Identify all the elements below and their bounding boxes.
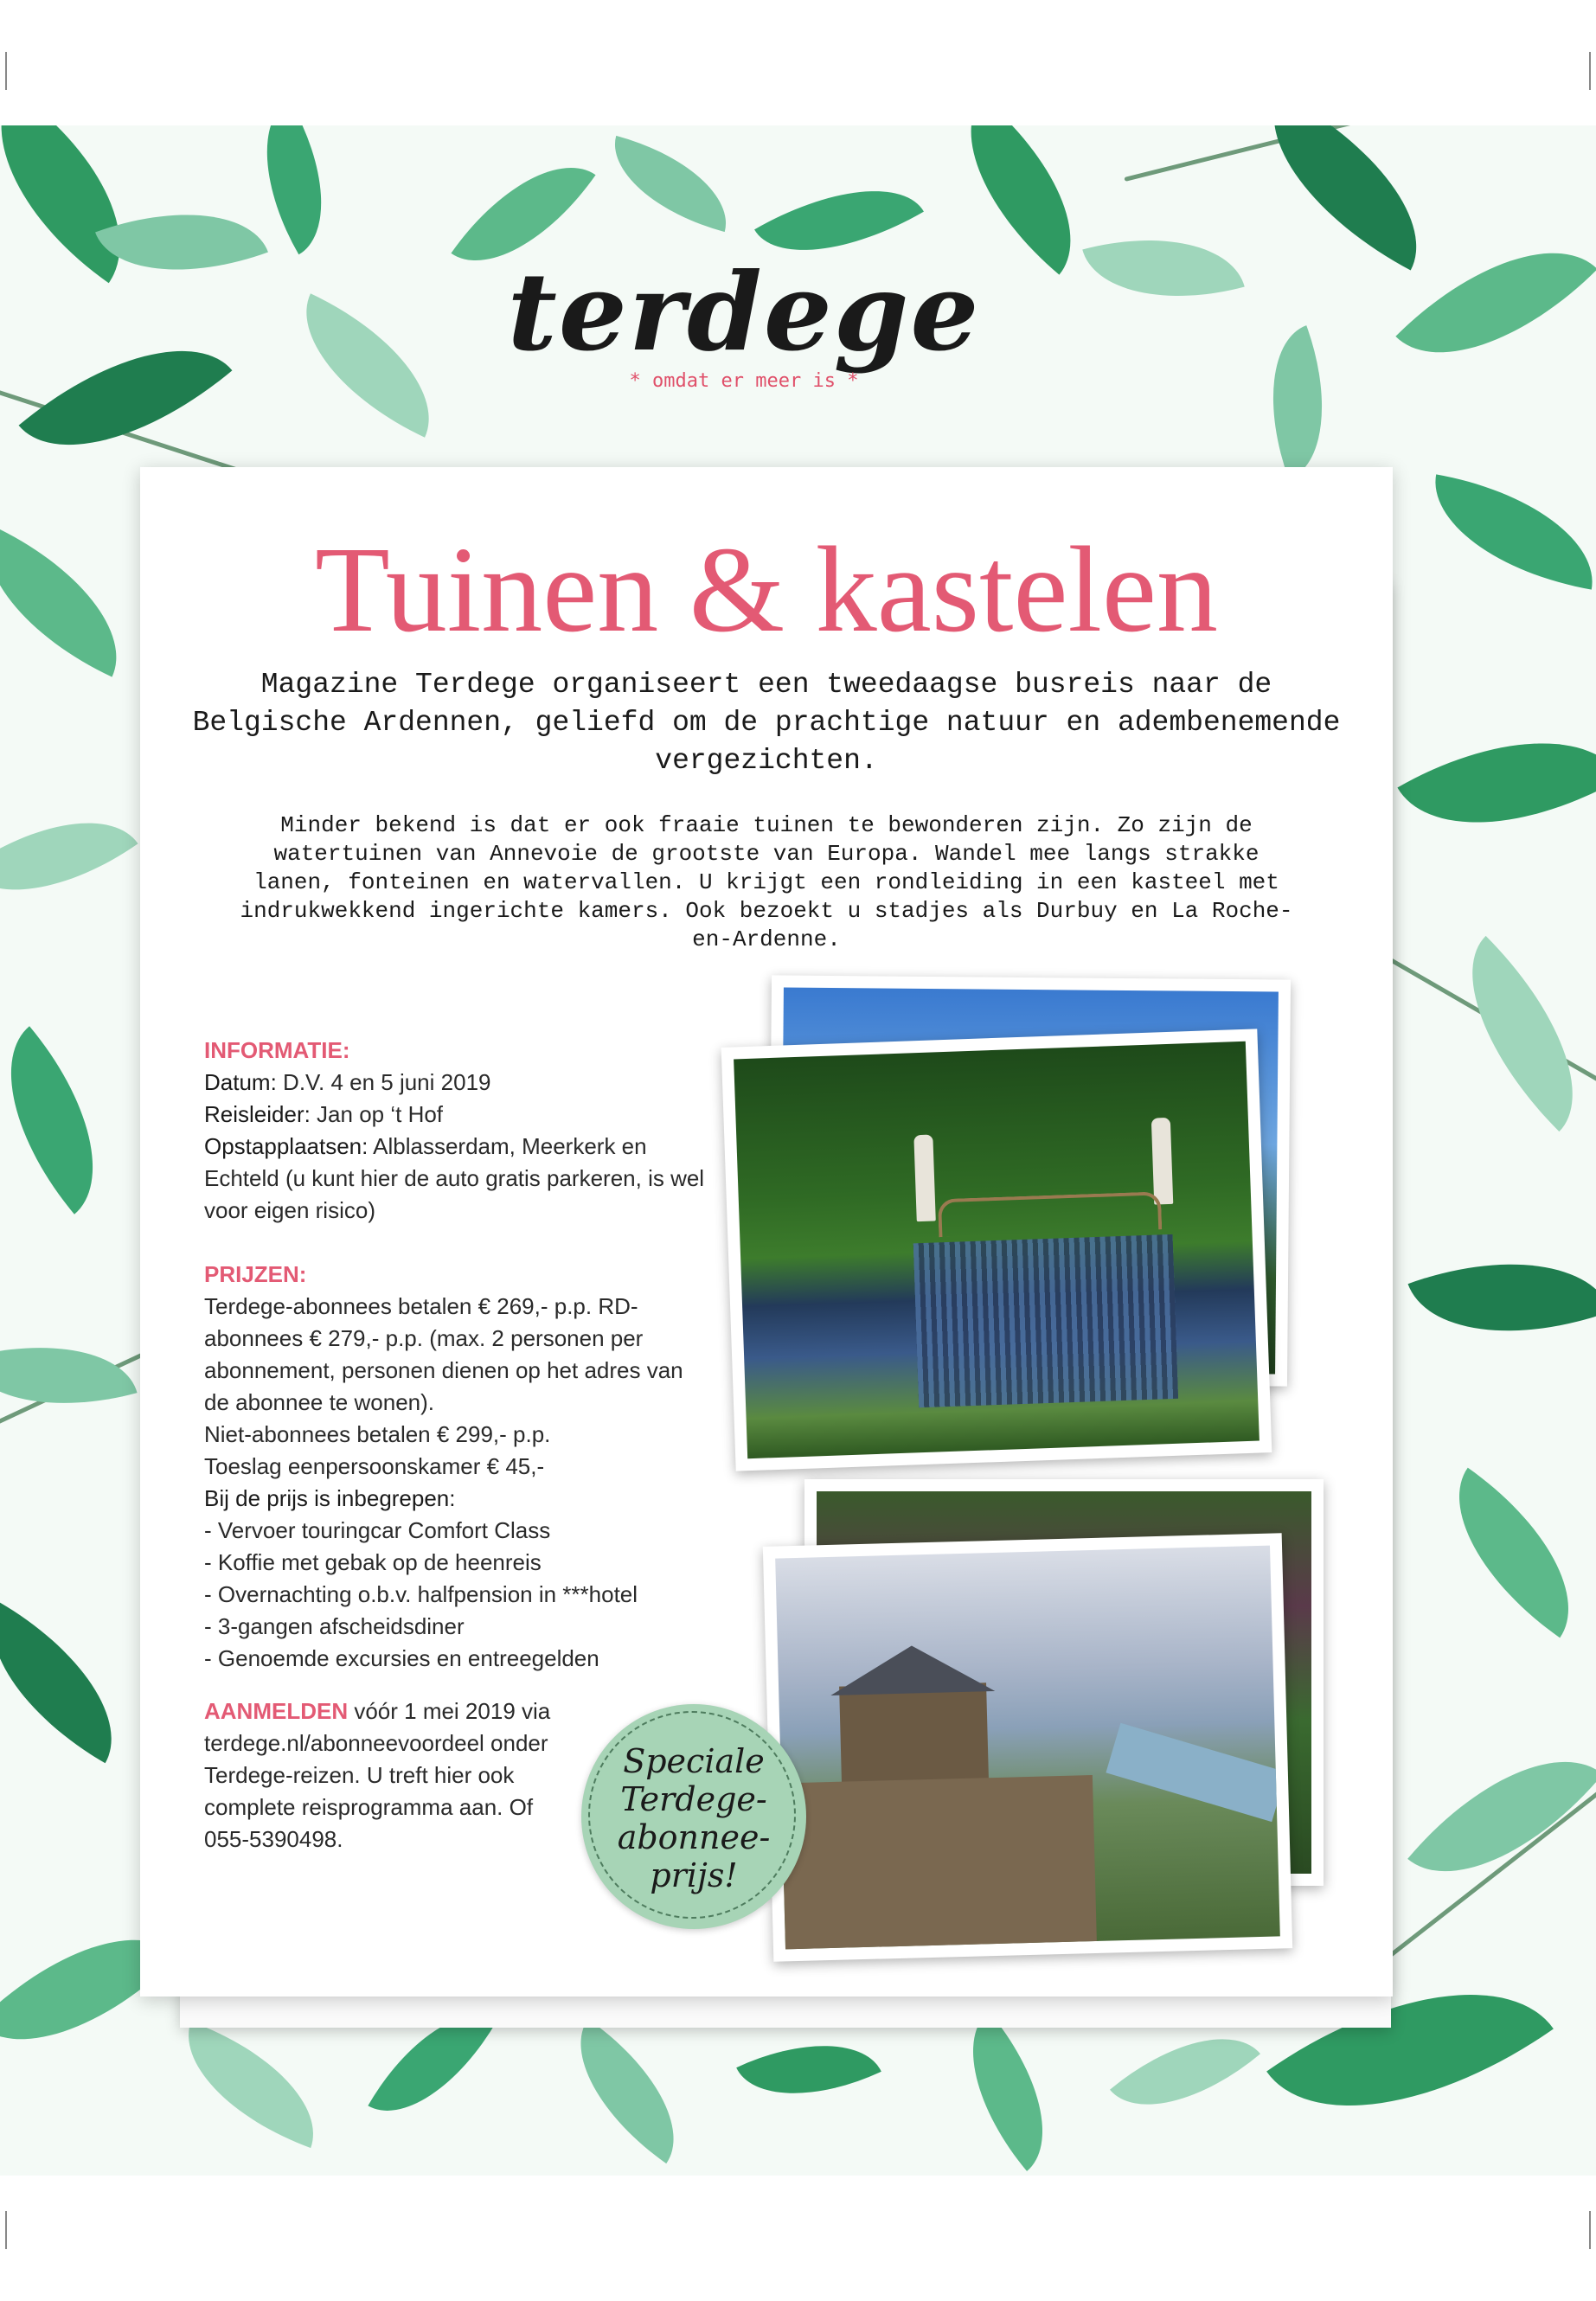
leaf <box>933 2011 1083 2171</box>
photo-castle <box>763 1533 1292 1962</box>
datum-line <box>204 1067 706 1099</box>
informatie-heading: INFORMATIE: <box>204 1037 350 1063</box>
river-valley <box>1106 1723 1279 1822</box>
leaf <box>546 2019 708 2163</box>
crop-mark <box>1589 2211 1591 2249</box>
garden-bridge <box>938 1191 1162 1237</box>
reisleider-value: Jan op ‘t Hof <box>310 1101 444 1127</box>
prijzen-text: Niet-abonnees betalen € 299,- p.p. <box>204 1421 551 1447</box>
datum-label: Datum: <box>204 1069 277 1095</box>
inbegrepen-label: Bij de prijs is inbegrepen: <box>204 1485 456 1511</box>
leaf <box>1082 212 1245 325</box>
prijzen-heading: PRIJZEN: <box>204 1261 307 1287</box>
fountain-statue-right <box>1151 1118 1173 1205</box>
inbegrepen-item: - 3-gangen afscheidsdiner <box>204 1613 465 1639</box>
masthead-logo <box>484 250 1003 392</box>
leaf <box>1421 474 1596 589</box>
waterfall-steps <box>913 1234 1178 1407</box>
inbegrepen-item: - Overnachting o.b.v. halfpension in ***hotel <box>204 1581 638 1607</box>
badge-line: prijs! <box>650 1856 738 1894</box>
article-lead: Magazine Terdege organiseert een tweedaagse busreis naar de Belgische Ardennen, geliefd om de prachtige natuur en adembenemende vergezichten. <box>192 669 1341 777</box>
leaf <box>1418 1468 1596 1638</box>
badge-line: Terdege- <box>620 1780 767 1818</box>
leaf <box>0 1026 141 1214</box>
leaf <box>1395 202 1596 403</box>
reisleider-label: Reisleider: <box>204 1101 311 1127</box>
prijzen-text: Terdege-abonnees betalen € 269,- p.p. RD-abonnees € 279,- p.p. (max. 2 personen per abonnement, personen dienen op het adres van de abonnee te wonen). <box>204 1293 683 1415</box>
leaf <box>0 780 138 933</box>
opstap-label: Opstapplaatsen: <box>204 1133 369 1159</box>
fountain-statue-left <box>913 1134 935 1221</box>
leaf <box>1235 125 1456 271</box>
aanmelden-label: AANMELDEN <box>204 1698 349 1724</box>
castle-wall <box>781 1775 1097 1949</box>
leaf <box>0 1317 138 1433</box>
aanmelden-text <box>204 1695 580 1856</box>
aanmelden-body: vóór 1 mei 2019 via terdege.nl/abonneevoordeel onder Terdege-reizen. U treft hier ook complete reisprogramma aan. Of 055-5390498. <box>204 1698 551 1852</box>
leaf <box>1241 325 1354 479</box>
photo-annevoie-waterfall <box>721 1029 1272 1471</box>
badge-line: Speciale <box>623 1742 765 1780</box>
badge-line: abonnee- <box>617 1818 771 1856</box>
inbegrepen-item: - Vervoer touringcar Comfort Class <box>204 1517 551 1543</box>
special-price-badge <box>581 1704 806 1929</box>
article-intro: Minder bekend is dat er ook fraaie tuinen te bewonderen zijn. Zo zijn de watertuinen van Annevoie de grootste van Europa. Wandel mee langs strakke lanen, fonteinen en watervallen. U krijgt een rondleiding in een kasteel met indrukwekkend ingerichte kamers. Ook bezoekt u stadjes als Durbuy en La Roche-en-Ardenne. <box>240 812 1293 952</box>
article-card <box>140 467 1393 1997</box>
leaf <box>1425 936 1596 1131</box>
opstap-line <box>204 1131 706 1227</box>
inbegrepen-item: - Genoemde excursies en entreegelden <box>204 1645 599 1671</box>
leaf <box>164 2022 337 2148</box>
leaf <box>1408 1221 1596 1373</box>
leaf <box>1397 689 1596 878</box>
datum-value: D.V. 4 en 5 juni 2019 <box>276 1069 491 1095</box>
opstap-value: Alblasserdam, Meerkerk en Echteld (u kunt hier de auto gratis parkeren, is wel voor eigen risico) <box>204 1133 705 1223</box>
leaf <box>736 2013 881 2126</box>
castle-roof <box>830 1644 995 1695</box>
prijzen-text: Toeslag eenpersoonskamer € 45,- <box>204 1453 545 1479</box>
leaf <box>276 293 459 437</box>
leaf <box>95 179 268 305</box>
leaf <box>0 525 149 676</box>
crop-mark <box>1589 52 1591 90</box>
reisleider-line <box>204 1099 706 1131</box>
crop-mark <box>5 2211 7 2249</box>
article-title: Tuinen & kastelen <box>315 521 1218 657</box>
crop-mark <box>5 52 7 90</box>
logo-wordmark: terdege <box>507 250 981 375</box>
logo-tagline: * omdat er meer is * <box>629 370 859 392</box>
leaf <box>0 1602 149 1764</box>
inbegrepen-item: - Koffie met gebak op de heenreis <box>204 1549 542 1575</box>
leaf <box>599 136 741 232</box>
